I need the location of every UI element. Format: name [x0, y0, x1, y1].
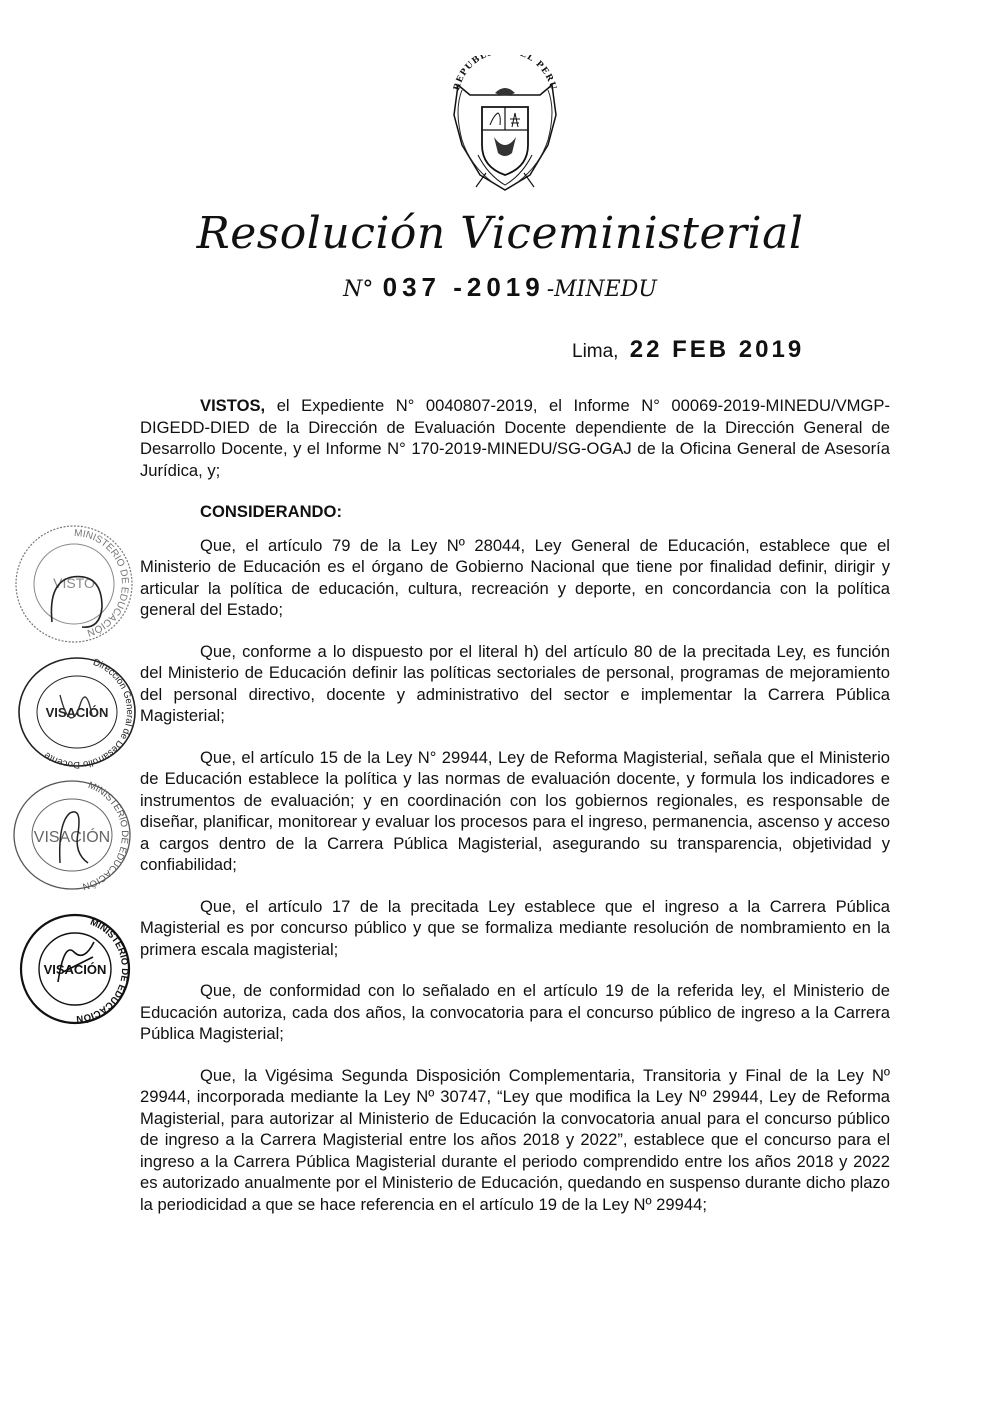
- svg-text:VISACIÓN: VISACIÓN: [45, 705, 109, 720]
- visacion-stamp: [18, 912, 133, 1027]
- svg-text:REPUBLICA DEL PERU: REPUBL L PERU: [451, 55, 559, 92]
- date-value: 22 FEB 2019: [629, 336, 805, 363]
- considerando-paragraph: Que, el artículo 79 de la Ley Nº 28044, Ley General de Educación, establece que el Ministerio de Educación es el órgano de Gobierno Nacional que tiene por finalidad definir, dirigir y articular la política de educación, cultura, recreación y deporte, en concordancia con la política general del Estado;: [140, 535, 890, 619]
- svg-text:MINISTERIO DE EDUCACIÓN: MINISTERIO DE EDUCACIÓN: [73, 527, 131, 639]
- considerando-paragraph: Que, conforme a lo dispuesto por el literal h) del artículo 80 de la precitada Ley, es función del Ministerio de Educación definir las políticas sectoriales de personal, programas de mejoramiento del personal directivo, docente y administrativo del sector e implementar la Carrera Pública Magisterial;: [140, 641, 890, 725]
- visto-stamp: [12, 522, 137, 647]
- considerando-paragraph: Que, el artículo 17 de la precitada Ley establece que el ingreso a la Carrera Pública Magisterial es por concurso público y que se formaliza mediante resolución de nombramiento en la primera escala magisterial;: [140, 896, 890, 959]
- vistos-text: el Expediente N° 0040807-2019, el Informe N° 00069-2019-MINEDU/VMGP-DIGEDD-DIED de la Dirección de Evaluación Docente dependiente de la Dirección General de Desarrollo Docente, y el Informe N° 170-2019-MINEDU/SG-OGAJ de la Oficina General de Asesoría Jurídica, y;: [140, 396, 890, 480]
- considerando-paragraph: Que, de conformidad con lo señalado en el artículo 19 de la referida ley, el Ministerio de Educación autoriza, cada dos años, la convocatoria para el concurso público de ingreso a la Carrera Pública Magisterial;: [140, 981, 890, 1043]
- svg-text:MINISTERIO DE EDUCACIÓN: MINISTERIO DE EDUCACIÓN: [81, 779, 131, 892]
- considerando-paragraph: Que, el artículo 15 de la Ley N° 29944, Ley de Reforma Magisterial, señala que el Ministerio de Educación establece la política y las normas de evaluación docente, y formula los indicadores e instrumentos de evaluación; y en coordinación con los gobiernos regionales, es responsable de diseñar, planificar, monitorear y evaluar los procesos para el ingreso, permanencia, ascenso y acceso a cargos dentro de la Carrera Pública Magisterial, asegurando su transparencia, objetividad y confiabilidad;: [140, 747, 890, 874]
- visacion-stamp: [10, 778, 135, 893]
- number-prefix: N°: [343, 277, 374, 302]
- considerando-heading: CONSIDERANDO:: [200, 502, 342, 521]
- svg-text:Dirección General de Desarroll: Dirección General de Desarrollo Docente: [42, 656, 136, 770]
- svg-text:VISTO: VISTO: [53, 575, 95, 591]
- place-label: Lima,: [572, 341, 619, 362]
- coat-of-arms-seal: [440, 55, 570, 205]
- number-suffix: -MINEDU: [546, 277, 657, 302]
- considerando-paragraph: Que, la Vigésima Segunda Disposición Complementaria, Transitoria y Final de la Ley Nº 29944, incorporada mediante la Ley Nº 30747, “Ley que modifica la Ley Nº 29944, Ley de Reforma Magisterial, para autorizar al Ministerio de Educación la convocatoria anual para el concurso público de ingreso a la Carrera Magisterial entre los años 2018 y 2022”, establece que el concurso para el ingreso a la Carrera Pública Magisterial durante el periodo comprendido entre los años 2018 y 2022 es autorizado anualmente por el Ministerio de Educación, quedando en suspenso durante dicho plazo la periodicidad a que se hace referencia en el artículo 19 de la Ley Nº 29944;: [140, 1065, 890, 1214]
- document-body: [140, 395, 890, 1235]
- svg-text:MINISTERIO DE EDUCACIÓN: MINISTERIO DE EDUCACIÓN: [75, 916, 131, 1025]
- visacion-stamp: [15, 655, 140, 770]
- svg-text:VISACIÓN: VISACIÓN: [43, 962, 107, 977]
- svg-text:VISACIÓN: VISACIÓN: [33, 829, 111, 846]
- number-value: 037 -2019: [382, 272, 545, 302]
- place-and-date: [572, 336, 804, 364]
- resolution-number: [0, 272, 1000, 303]
- vistos-paragraph: [140, 395, 890, 481]
- vistos-label: VISTOS,: [200, 396, 266, 415]
- document-title: Resolución Viceministerial: [196, 208, 804, 259]
